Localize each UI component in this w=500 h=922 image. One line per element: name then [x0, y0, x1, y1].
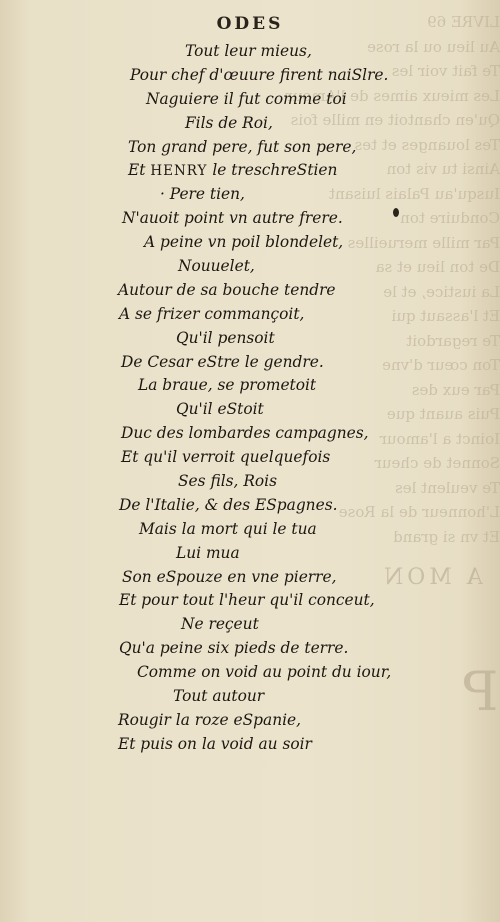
showthrough-line: LIVRE 69	[427, 13, 500, 31]
poem-line-text: Son eSpouze en vne pierre,	[122, 567, 337, 586]
poem-line	[0, 351, 500, 375]
showthrough-line: Par mille merueilles	[347, 233, 500, 252]
running-head: ODES	[216, 14, 284, 34]
poem	[0, 40, 500, 757]
poem-line	[0, 327, 500, 351]
poem-line-text: Nouuelet,	[178, 257, 255, 276]
poem-line-text: De l'Italie, & des ESpagnes.	[119, 495, 338, 514]
poem-line	[0, 637, 500, 661]
showthrough-line: Conduire ton	[400, 209, 500, 227]
poem-line-text: Lui mua	[176, 543, 240, 562]
poem-line-text: Pour chef d'œuure firent naiSlre.	[130, 65, 389, 84]
poem-line-text: Rougir la roze eSpanie,	[118, 710, 302, 729]
poem-line-text: Mais la mort qui le tua	[139, 519, 317, 538]
poem-line-text: Et pour tout l'heur qu'il conceut,	[119, 591, 375, 610]
poem-line-text: A se frizer commançoit,	[119, 304, 305, 323]
poem-line-text: Comme on void au point du iour,	[137, 663, 392, 682]
poem-line-text: · Pere tien,	[160, 185, 245, 204]
poem-line-text: Et qu'il verroit quelquefois	[121, 448, 331, 467]
poem-line-text: Fils de Roi,	[185, 113, 273, 132]
poem-line	[0, 398, 500, 422]
poem-line	[0, 231, 500, 255]
poem-line	[0, 207, 500, 231]
poem-line	[0, 446, 500, 470]
poem-line	[0, 159, 500, 183]
poem-line	[0, 112, 500, 136]
showthrough-line: La iustice, et le	[383, 282, 500, 301]
poem-line	[0, 661, 500, 685]
poem-line	[0, 88, 500, 112]
poem-line-text: Ses fils, Rois	[178, 472, 277, 491]
poem-line	[0, 542, 500, 566]
showthrough-line: Et vn si grand	[393, 527, 500, 546]
poem-line	[0, 183, 500, 207]
poem-line-text: Naguiere il fut comme toi	[146, 89, 347, 108]
poem-line	[0, 255, 500, 279]
poem-line	[0, 136, 500, 160]
showthrough-line: Sonnet de cheur	[374, 454, 500, 472]
showthrough-line: De ton lieu et sa	[375, 258, 500, 276]
poem-line-text: De Cesar eStre le gendre.	[121, 352, 324, 371]
poem-line-text: Et	[128, 161, 151, 180]
poem-line-rest: le treschreStien	[207, 161, 338, 180]
showthrough-line: Te veulent les	[395, 478, 500, 497]
showthrough-line: Par eux des	[411, 380, 500, 399]
poem-line-text: Duc des lombardes campagnes,	[121, 424, 369, 443]
showthrough-line: Ainsi tu vis ton	[386, 160, 500, 178]
poem-line-smallcaps: HENRY	[150, 163, 208, 180]
ink-spot	[393, 208, 399, 217]
poem-line	[0, 566, 500, 590]
poem-line	[0, 685, 500, 709]
showthrough-line: Iusqu'au Palais luisant	[329, 184, 500, 203]
poem-line-text: Qu'il eStoit	[176, 400, 264, 419]
poem-line-text: Tout leur mieus,	[185, 42, 312, 60]
showthrough-line: Qu'en chantoit en mille fois	[290, 111, 500, 129]
showthrough-line: Ioinct a l'amour	[379, 429, 500, 448]
poem-line-text: Tout autour	[173, 687, 265, 706]
showthrough-line: Au lieu ou la rose	[367, 37, 500, 56]
poem-line	[0, 470, 500, 494]
poem-line	[0, 613, 500, 637]
showthrough-line: Te regardoit	[406, 331, 500, 350]
poem-line-text: Ne reçeut	[181, 615, 259, 634]
showthrough-line: Tes louanges et tes	[354, 135, 500, 154]
showthrough-line: Te fait voir les	[391, 62, 500, 80]
poem-line	[0, 494, 500, 518]
showthrough-line: Les mieux aimes de l'Amour	[285, 86, 500, 105]
showthrough-line: Puis auant que	[386, 405, 500, 423]
poem-line-text: Qu'il pensoit	[176, 328, 275, 347]
showthrough-drop-cap: P	[462, 660, 499, 723]
poem-line	[0, 589, 500, 613]
poem-line-text: Ton grand pere, fut son pere,	[128, 137, 357, 156]
poem-line	[0, 374, 500, 398]
poem-line-text: A peine vn poil blondelet,	[144, 233, 344, 252]
poem-line-text: Et puis on la void au soir	[118, 734, 312, 753]
poem-line-text: La braue, se prometoit	[138, 376, 317, 395]
showthrough-line: L'honneur de la Rose	[338, 503, 500, 521]
showthrough-line: Ton cœur d'vne	[382, 356, 500, 374]
poem-line-text: Qu'a peine six pieds de terre.	[119, 639, 349, 658]
showthrough-heading: A MON	[380, 565, 483, 590]
poem-line-text: N'auoit point vn autre frere.	[122, 209, 343, 228]
poem-line	[0, 518, 500, 542]
poem-line	[0, 64, 500, 88]
showthrough-line: Et l'assaut qui	[391, 307, 500, 325]
poem-line	[0, 40, 500, 64]
poem-line	[0, 709, 500, 733]
poem-line	[0, 422, 500, 446]
poem-line	[0, 303, 500, 327]
poem-line	[0, 279, 500, 303]
poem-line-text: Autour de sa bouche tendre	[118, 280, 336, 299]
poem-line	[0, 733, 500, 757]
